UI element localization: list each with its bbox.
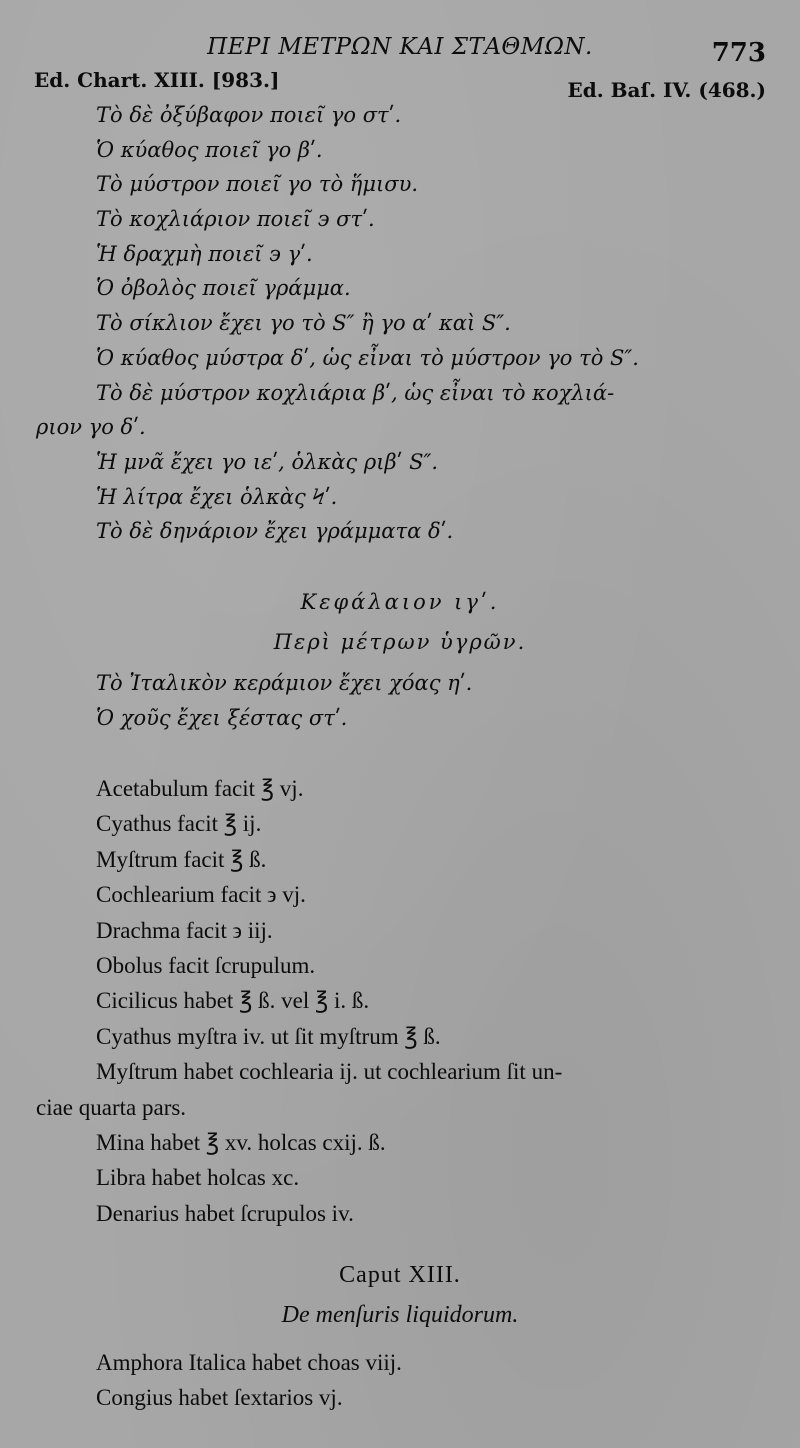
greek-line: Τὸ κοχλιάριον ποιεῖ ϶ στʹ. — [96, 207, 375, 232]
greek-line: Ἡ μνᾶ ἔχει γο ιεʹ, ὁλκὰς ριβʹ S″. — [96, 449, 439, 474]
edition-reference-right: Ed. Baſ. IV. (468.) — [567, 78, 766, 102]
latin-line: Denarius habet ſcrupulos iv. — [96, 1200, 354, 1226]
greek-line: Ὁ ὀβολὸς ποιεῖ γράμμα. — [96, 276, 351, 301]
latin-line: Drachma facit ϶ iij. — [96, 917, 273, 943]
latin-line: Libra habet holcas xc. — [96, 1165, 300, 1191]
latin-line: Cyathus myſtra iv. ut ſit myſtrum ℥ ß. — [96, 1023, 441, 1049]
greek-line: Ὁ κύαθος μύστρα δʹ, ὡς εἶναι τὸ μύστρον γο τὸ S″. — [96, 345, 639, 370]
greek-text-block-2 — [96, 666, 766, 735]
greek-chapter-heading: Κεφάλαιον ιγʹ. — [300, 590, 500, 614]
greek-line: Ἡ δραχμὴ ποιεῖ ϶ γʹ. — [96, 241, 313, 266]
latin-line: Mina habet ℥ xv. holcas cxij. ß. — [96, 1129, 386, 1155]
latin-line: Amphora Italica habet choas viij. — [96, 1350, 402, 1375]
greek-line: Τὸ δὲ ὀξύβαφον ποιεῖ γο στʹ. — [96, 103, 402, 127]
greek-line: Τὸ σίκλιον ἔχει γο τὸ S″ ἢ γο αʹ καὶ S″. — [96, 311, 511, 336]
latin-line: Myſtrum habet cochlearia ij. ut cochlearium ſit un- — [96, 1059, 563, 1085]
latin-line: Acetabulum facit ℥ vj. — [96, 776, 304, 801]
greek-chapter-subheading: Περὶ μέτρων ὑγρῶν. — [273, 630, 527, 654]
greek-line: Τὸ δὲ δηνάριον ἔχει γράμματα δʹ. — [96, 519, 454, 544]
greek-line: Τὸ μύστρον ποιεῖ γο τὸ ἥμισυ. — [96, 172, 419, 197]
latin-line: Cicilicus habet ℥ ß. vel ℥ i. ß. — [96, 988, 370, 1014]
latin-text-block — [36, 771, 766, 1231]
page-number: 773 — [711, 38, 766, 68]
latin-line-continuation: ciae quarta pars. — [36, 1094, 187, 1120]
greek-line: Ὁ κύαθος ποιεῖ γο βʹ. — [96, 137, 323, 162]
latin-line: Cochlearium facit ϶ vj. — [96, 882, 306, 908]
latin-line: Congius habet ſextarios vj. — [96, 1385, 343, 1411]
edition-reference-left: Ed. Chart. XIII. [983.] — [34, 68, 280, 92]
greek-text-block — [36, 98, 766, 549]
latin-chapter-heading: Caput XIII. — [339, 1262, 461, 1288]
greek-line: Ἡ λίτρα ἔχει ὁλκὰς Ϟʹ. — [96, 484, 338, 509]
latin-text-block-2 — [96, 1345, 766, 1416]
greek-line: Τὸ Ἰταλικὸν κεράμιον ἔχει χόας ηʹ. — [96, 671, 473, 695]
latin-line: Myſtrum facit ℥ ß. — [96, 846, 267, 872]
latin-chapter-subheading: De menſuris liquidorum. — [281, 1302, 519, 1328]
latin-line: Cyathus facit ℥ ij. — [96, 811, 262, 837]
greek-line: Τὸ δὲ μύστρον κοχλιάρια βʹ, ὡς εἶναι τὸ κοχλιά- — [96, 380, 615, 405]
greek-line-continuation: ριον γο δʹ. — [36, 415, 146, 440]
running-head: ΠΕΡΙ ΜΕΤΡΩΝ ΚΑΙ ΣΤΑΘΜΩΝ. — [207, 34, 593, 60]
latin-line: Obolus facit ſcrupulum. — [96, 952, 316, 978]
greek-line: Ὁ χοῦς ἔχει ξέστας στʹ. — [96, 705, 348, 730]
